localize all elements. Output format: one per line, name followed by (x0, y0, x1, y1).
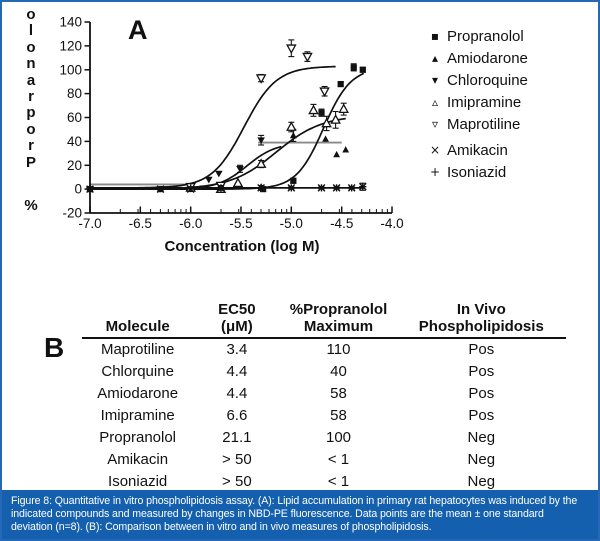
legend-label: Chloroquine (447, 71, 528, 89)
svg-text:40: 40 (66, 133, 82, 149)
legend-label: Imipramine (447, 93, 522, 111)
y-axis-letter: P (25, 153, 36, 171)
square-filled-icon: ▪ (430, 29, 440, 43)
table-cell: Pos (468, 341, 495, 358)
table-row (82, 338, 566, 361)
column-header: %Propranolol Maximum (280, 301, 396, 338)
x-cross-icon: × (429, 143, 441, 157)
table-cell: Neg (467, 429, 496, 446)
triangle-down-filled-icon: ▾ (431, 73, 439, 87)
svg-text:-5.0: -5.0 (279, 216, 303, 231)
svg-text:120: 120 (59, 38, 82, 54)
y-axis-letter: n (26, 55, 36, 73)
svg-text:-5.5: -5.5 (229, 216, 253, 231)
table-cell: > 50 (222, 451, 252, 468)
legend-item-chloroquine (423, 69, 528, 91)
legend-item-propranolol (423, 25, 528, 47)
svg-text:-7.0: -7.0 (78, 216, 102, 231)
table-cell: 21.1 (222, 429, 252, 446)
table-row (82, 427, 566, 449)
table-cell: 110 (326, 341, 351, 358)
series-maprotiline-points (186, 40, 328, 191)
legend-item-amikacin (423, 139, 528, 161)
table-cell: Isoniazid (82, 471, 193, 494)
table-cell: > 50 (193, 471, 280, 494)
y-axis-letter: r (28, 88, 34, 106)
figure-caption (2, 490, 598, 539)
svg-text:0: 0 (74, 181, 82, 197)
triangle-up-filled-icon: ▴ (431, 51, 439, 65)
panel-a-label: A (128, 15, 149, 45)
legend-label: Amiodarone (447, 49, 528, 67)
table-cell: Chlorquine (101, 363, 174, 380)
legend-label: Amikacin (447, 141, 508, 159)
y-axis-letter: p (26, 104, 36, 122)
table-row (82, 383, 566, 405)
y-axis-label-letters (21, 7, 41, 171)
svg-text:-4.0: -4.0 (380, 216, 404, 231)
table-cell: 100 (325, 429, 352, 446)
table-cell: Amikacin (107, 451, 169, 468)
legend-label: Isoniazid (447, 163, 507, 181)
table-cell: < 1 (327, 451, 350, 468)
y-axis-percent-sign: % (24, 197, 38, 214)
table-cell: Neg (397, 471, 566, 494)
table-row (82, 361, 566, 383)
svg-text:-6.0: -6.0 (179, 216, 203, 231)
column-header: EC50 (μM) (193, 301, 280, 338)
table-cell: Amiodarone (97, 385, 179, 402)
table-cell: < 1 (280, 471, 396, 494)
table-cell: 4.4 (226, 363, 248, 380)
y-axis-letter: l (28, 22, 34, 40)
column-header: Molecule (82, 301, 193, 338)
fit-curve-imipramine (161, 119, 346, 189)
legend-label: Propranolol (447, 27, 524, 45)
triangle-down-open-icon: ▿ (431, 117, 439, 131)
table-cell: Imipramine (100, 407, 175, 424)
legend-item-amiodarone (423, 47, 528, 69)
table-cell: 3.4 (226, 341, 248, 358)
table-cell: 58 (330, 385, 347, 402)
svg-text:-6.5: -6.5 (128, 216, 152, 231)
svg-text:-20: -20 (62, 205, 82, 221)
y-axis-letter: o (26, 6, 36, 23)
y-axis-letter: r (28, 137, 34, 155)
dose-response-chart (52, 7, 412, 259)
table-cell: 58 (330, 407, 347, 424)
legend-label: Maprotiline (447, 115, 521, 133)
table-cell: Neg (467, 451, 496, 468)
table-cell: 4.4 (226, 385, 248, 402)
svg-text:60: 60 (66, 110, 82, 125)
plus-icon: + (429, 165, 441, 179)
y-axis-letter: o (26, 38, 36, 56)
svg-text:-4.5: -4.5 (330, 216, 354, 231)
table-row (82, 449, 566, 471)
table-cell: Pos (468, 407, 495, 424)
table-body (82, 338, 566, 494)
table-cell: Pos (468, 385, 495, 402)
legend-item-isoniazid (423, 161, 528, 183)
legend-item-imipramine (423, 91, 528, 113)
panel-b-label: B (44, 332, 65, 363)
table-header-row (82, 301, 566, 338)
svg-text:20: 20 (66, 157, 82, 173)
y-axis-letter: a (26, 71, 36, 89)
triangle-up-open-icon: ▵ (431, 95, 439, 109)
table-cell: 40 (330, 363, 347, 380)
y-axis-letter: o (26, 120, 36, 138)
svg-text:140: 140 (59, 14, 82, 30)
table-row (82, 405, 566, 427)
legend-item-maprotiline (423, 113, 528, 135)
chart-legend (423, 25, 528, 183)
table-cell: Propranolol (99, 429, 177, 446)
svg-text:80: 80 (66, 86, 82, 102)
column-header: In Vivo Phospholipidosis (397, 301, 566, 338)
svg-text:100: 100 (59, 62, 82, 78)
x-axis-title: Concentration (log M) (164, 238, 320, 255)
in-vitro-in-vivo-table (82, 301, 566, 495)
caption-text: Figure 8: Quantitative in vitro phospholipidosis assay. (A): Lipid accumulation in primary rat hepatocytes was induced by the indicated compounds and measured by changes in NBD-PE fluorescence. Data points are the mean ± one standard deviation (n=8). (B): Comparison between in vitro and in vivo measures of phospholipidosis. (11, 495, 578, 534)
table-cell: Pos (468, 363, 495, 380)
table-cell: Maprotiline (100, 341, 175, 358)
table-cell: 6.6 (226, 407, 248, 424)
